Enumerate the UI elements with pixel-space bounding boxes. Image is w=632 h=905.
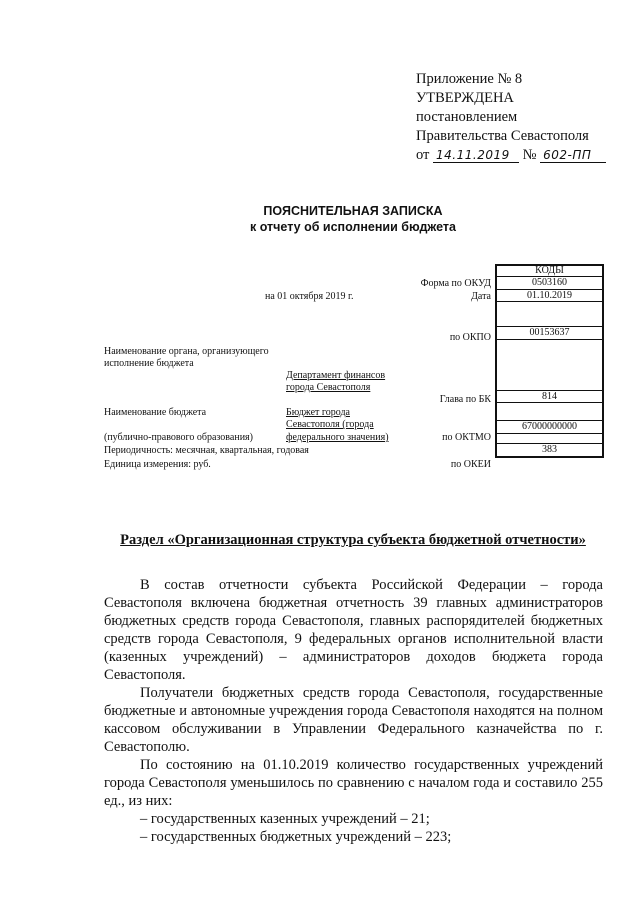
number-label: № — [522, 147, 537, 163]
document-subtitle: к отчету об исполнении бюджета — [250, 220, 456, 234]
ppo-label: (публично-правового образования) — [104, 432, 253, 443]
empty-cell — [497, 434, 602, 444]
report-date: на 01 октября 2019 г. — [265, 291, 354, 302]
glava-code: 814 — [497, 391, 602, 404]
unit-label: Единица измерения: руб. — [104, 459, 211, 470]
paragraph-count: По состоянию на 01.10.2019 количество государственных учреждений города Севастополя уменьшилось по сравнению с началом года и составило 255 ед., из них: — [104, 757, 603, 809]
okud-label: Форма по ОКУД — [420, 278, 491, 289]
document-title: ПОЯСНИТЕЛЬНАЯ ЗАПИСКА — [263, 204, 443, 218]
paragraph-recipients: Получатели бюджетных средств города Севастополя, государственные бюджетные и автономные учреждения города Севастополя находятся на полном кассовом обслуживании в Управлении Федерального казначейства по г. Севастополю. — [104, 685, 603, 755]
okpo-label: по ОКПО — [449, 332, 491, 343]
codes-header: КОДЫ — [497, 266, 602, 277]
approved-label: УТВЕРЖДЕНА — [416, 90, 514, 106]
from-label: от — [416, 147, 430, 163]
approval-block — [416, 70, 606, 165]
empty-cell — [497, 302, 602, 327]
budget-value-3: федерального значения) — [286, 432, 389, 443]
date-code: 01.10.2019 — [497, 290, 602, 303]
organ-value-2: города Севастополя — [286, 382, 371, 393]
organ-label-1: Наименование органа, организующего — [104, 346, 269, 357]
body-text — [104, 576, 603, 846]
oktmo-label: по ОКТМО — [442, 432, 491, 443]
budget-value-1: Бюджет города — [286, 407, 350, 418]
okpo-code: 00153637 — [497, 327, 602, 340]
okei-code: 383 — [542, 443, 557, 455]
paragraph-composition: В состав отчетности субъекта Российской Федерации – города Севастополя включена бюджетная отчетность 39 главных администраторов бюджетных средств города Севастополя, главных распорядителей бюджетных средств города Севастополя, 9 федеральных органов исполнительной власти (казенных учреждений) – администраторов доходов бюджета города Севастополя. — [104, 577, 603, 683]
list-item: – государственных казенных учреждений – 21; — [140, 811, 430, 827]
okud-code: 0503160 — [497, 277, 602, 290]
date-label: Дата — [471, 291, 491, 302]
codes-table — [495, 264, 604, 458]
approval-date: 14.11.2019 — [433, 148, 519, 163]
glava-label: Глава по БК — [439, 394, 491, 405]
appendix-number: Приложение № 8 — [416, 71, 523, 87]
resolution-label: постановлением — [416, 109, 518, 125]
empty-cell — [497, 340, 602, 391]
organ-label-2: исполнение бюджета — [104, 358, 194, 369]
periodicity: Периодичность: месячная, квартальная, годовая — [104, 445, 309, 456]
empty-cell — [497, 403, 602, 421]
oktmo-code: 67000000000 — [497, 421, 602, 434]
list-item: – государственных бюджетных учреждений – 223; — [140, 829, 452, 845]
section-title: Раздел «Организационная структура субъекта бюджетной отчетности» — [120, 532, 586, 548]
government-label: Правительства Севастополя — [416, 128, 589, 144]
budget-value-2: Севастополя (города — [286, 419, 374, 430]
organ-value-1: Департамент финансов — [286, 370, 386, 381]
okei-label: по ОКЕИ — [450, 459, 491, 470]
approval-number: 602-ПП — [540, 148, 606, 163]
approval-date-line — [416, 146, 606, 165]
budget-label: Наименование бюджета — [104, 407, 207, 418]
